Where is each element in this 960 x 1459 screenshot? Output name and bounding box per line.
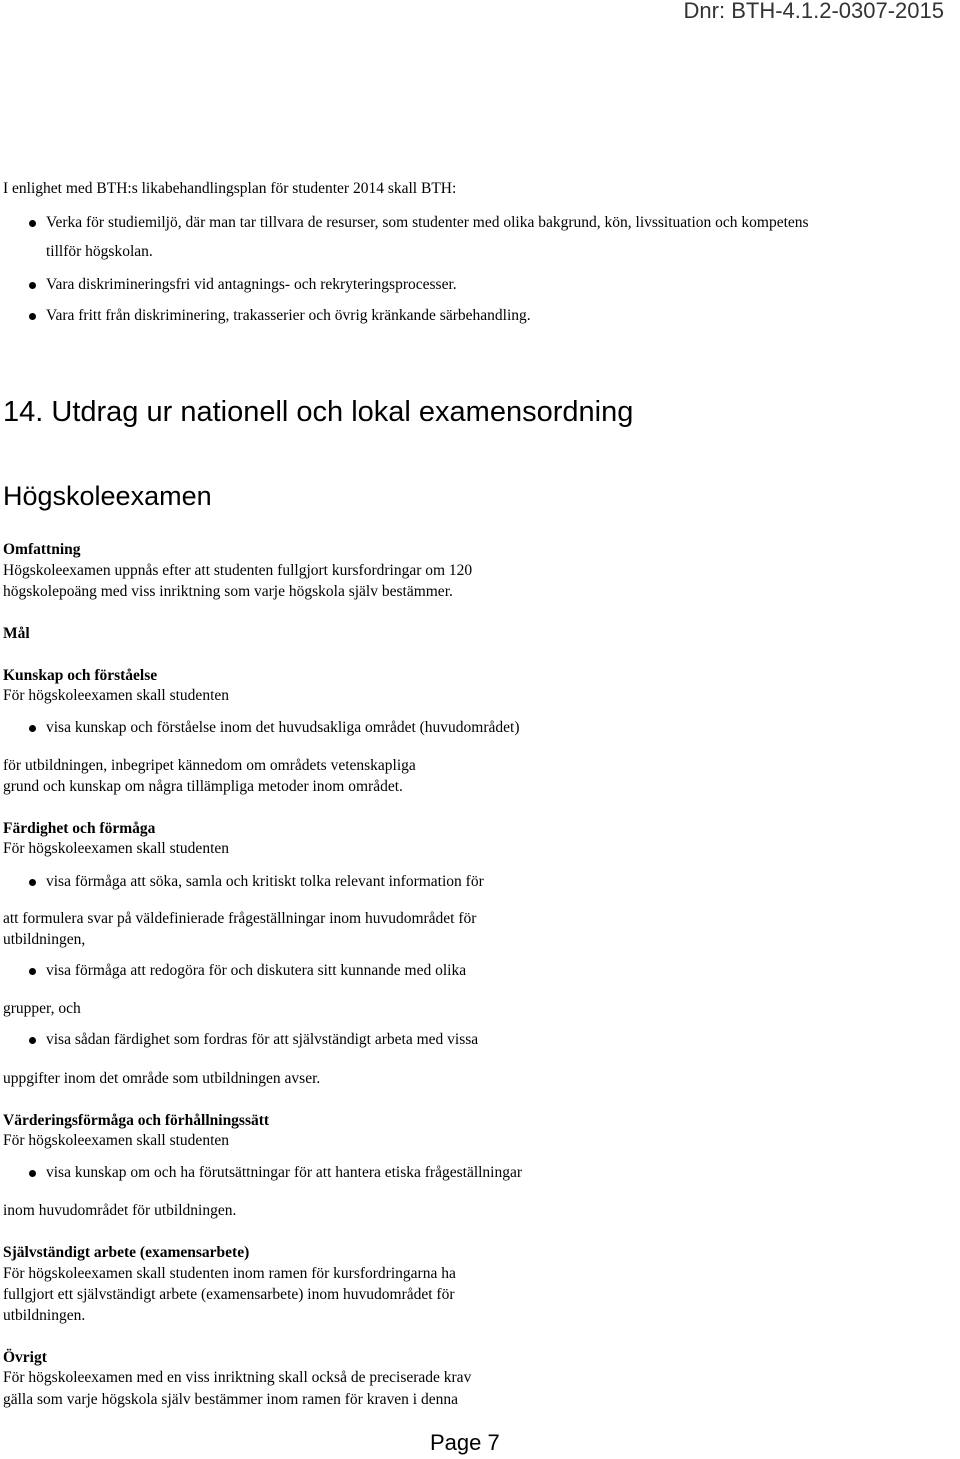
page-number: Page 7 <box>430 1430 500 1455</box>
bullet-icon <box>29 1037 36 1044</box>
sjalvstandigt-line-1: För högskoleexamen skall studenten inom ramen för kursfordringarna ha <box>3 1265 456 1282</box>
vardering-title: Värderingsförmåga och förhållningssätt <box>3 1112 270 1129</box>
kunskap-bullet: visa kunskap och förståelse inom det huvudsakliga området (huvudområdet) <box>46 719 520 736</box>
sjalvstandigt-line-3: utbildningen. <box>3 1307 86 1324</box>
ovrigt-title: Övrigt <box>3 1349 47 1366</box>
bullet-icon <box>29 968 36 975</box>
fardighet-after-1-line-1: att formulera svar på väldefinierade frågeställningar inom huvudområdet för <box>3 910 477 927</box>
intro-bullet-1-line-1: Verka för studiemiljö, där man tar tillvara de resurser, som studenter med olika bakgrund, kön, livssituation och kompetens <box>46 214 809 231</box>
fardighet-after-1-line-2: utbildningen, <box>3 931 86 948</box>
intro-bullet-1-line-2: tillför högskolan. <box>46 243 153 260</box>
ovrigt-line-1: För högskoleexamen med en viss inriktning skall också de preciserade krav <box>3 1369 472 1386</box>
fardighet-bullet-1: visa förmåga att söka, samla och kritiskt tolka relevant information för <box>46 873 484 890</box>
kunskap-after-line-1: för utbildningen, inbegripet kännedom om områdets vetenskapliga <box>3 757 416 774</box>
omfattning-title: Omfattning <box>3 541 81 558</box>
fardighet-title: Färdighet och förmåga <box>3 820 156 837</box>
sjalvstandigt-title: Självständigt arbete (examensarbete) <box>3 1244 250 1261</box>
kunskap-lead: För högskoleexamen skall studenten <box>3 687 229 704</box>
bullet-icon <box>29 1170 36 1177</box>
kunskap-after-line-2: grund och kunskap om några tillämpliga metoder inom området. <box>3 778 403 795</box>
fardighet-lead: För högskoleexamen skall studenten <box>3 840 229 857</box>
bullet-icon <box>29 313 36 320</box>
ovrigt-line-2: gälla som varje högskola själv bestämmer inom ramen för kraven i denna <box>3 1391 458 1408</box>
bullet-icon <box>29 282 36 289</box>
fardighet-after-3: uppgifter inom det område som utbildningen avser. <box>3 1070 321 1087</box>
vardering-lead: För högskoleexamen skall studenten <box>3 1132 229 1149</box>
fardighet-bullet-2: visa förmåga att redogöra för och diskutera sitt kunnande med olika <box>46 962 467 979</box>
bullet-icon <box>29 879 36 886</box>
omfattning-line-1: Högskoleexamen uppnås efter att studenten fullgjort kursfordringar om 120 <box>3 562 473 579</box>
document-number: Dnr: BTH-4.1.2-0307-2015 <box>683 0 944 23</box>
vardering-after: inom huvudområdet för utbildningen. <box>3 1202 237 1219</box>
sjalvstandigt-line-2: fullgjort ett självständigt arbete (examensarbete) inom huvudområdet för <box>3 1286 455 1303</box>
intro-bullet-3: Vara fritt från diskriminering, trakasserier och övrig kränkande särbehandling. <box>46 307 531 324</box>
vardering-bullet: visa kunskap om och ha förutsättningar för att hantera etiska frågeställningar <box>46 1164 523 1181</box>
fardighet-after-2: grupper, och <box>3 1000 81 1017</box>
fardighet-bullet-3: visa sådan färdighet som fordras för att självständigt arbeta med vissa <box>46 1031 479 1048</box>
mal-title: Mål <box>3 625 30 642</box>
bullet-icon <box>29 725 36 732</box>
bullet-icon <box>29 220 36 227</box>
section-heading: 14. Utdrag ur nationell och lokal examensordning <box>3 396 634 428</box>
intro-bullet-2: Vara diskrimineringsfri vid antagnings- och rekryteringsprocesser. <box>46 276 457 293</box>
intro-lead: I enlighet med BTH:s likabehandlingsplan för studenter 2014 skall BTH: <box>3 180 457 197</box>
section-subheading: Högskoleexamen <box>3 481 212 511</box>
kunskap-title: Kunskap och förståelse <box>3 667 158 684</box>
omfattning-line-2: högskolepoäng med viss inriktning som varje högskola själv bestämmer. <box>3 583 453 600</box>
